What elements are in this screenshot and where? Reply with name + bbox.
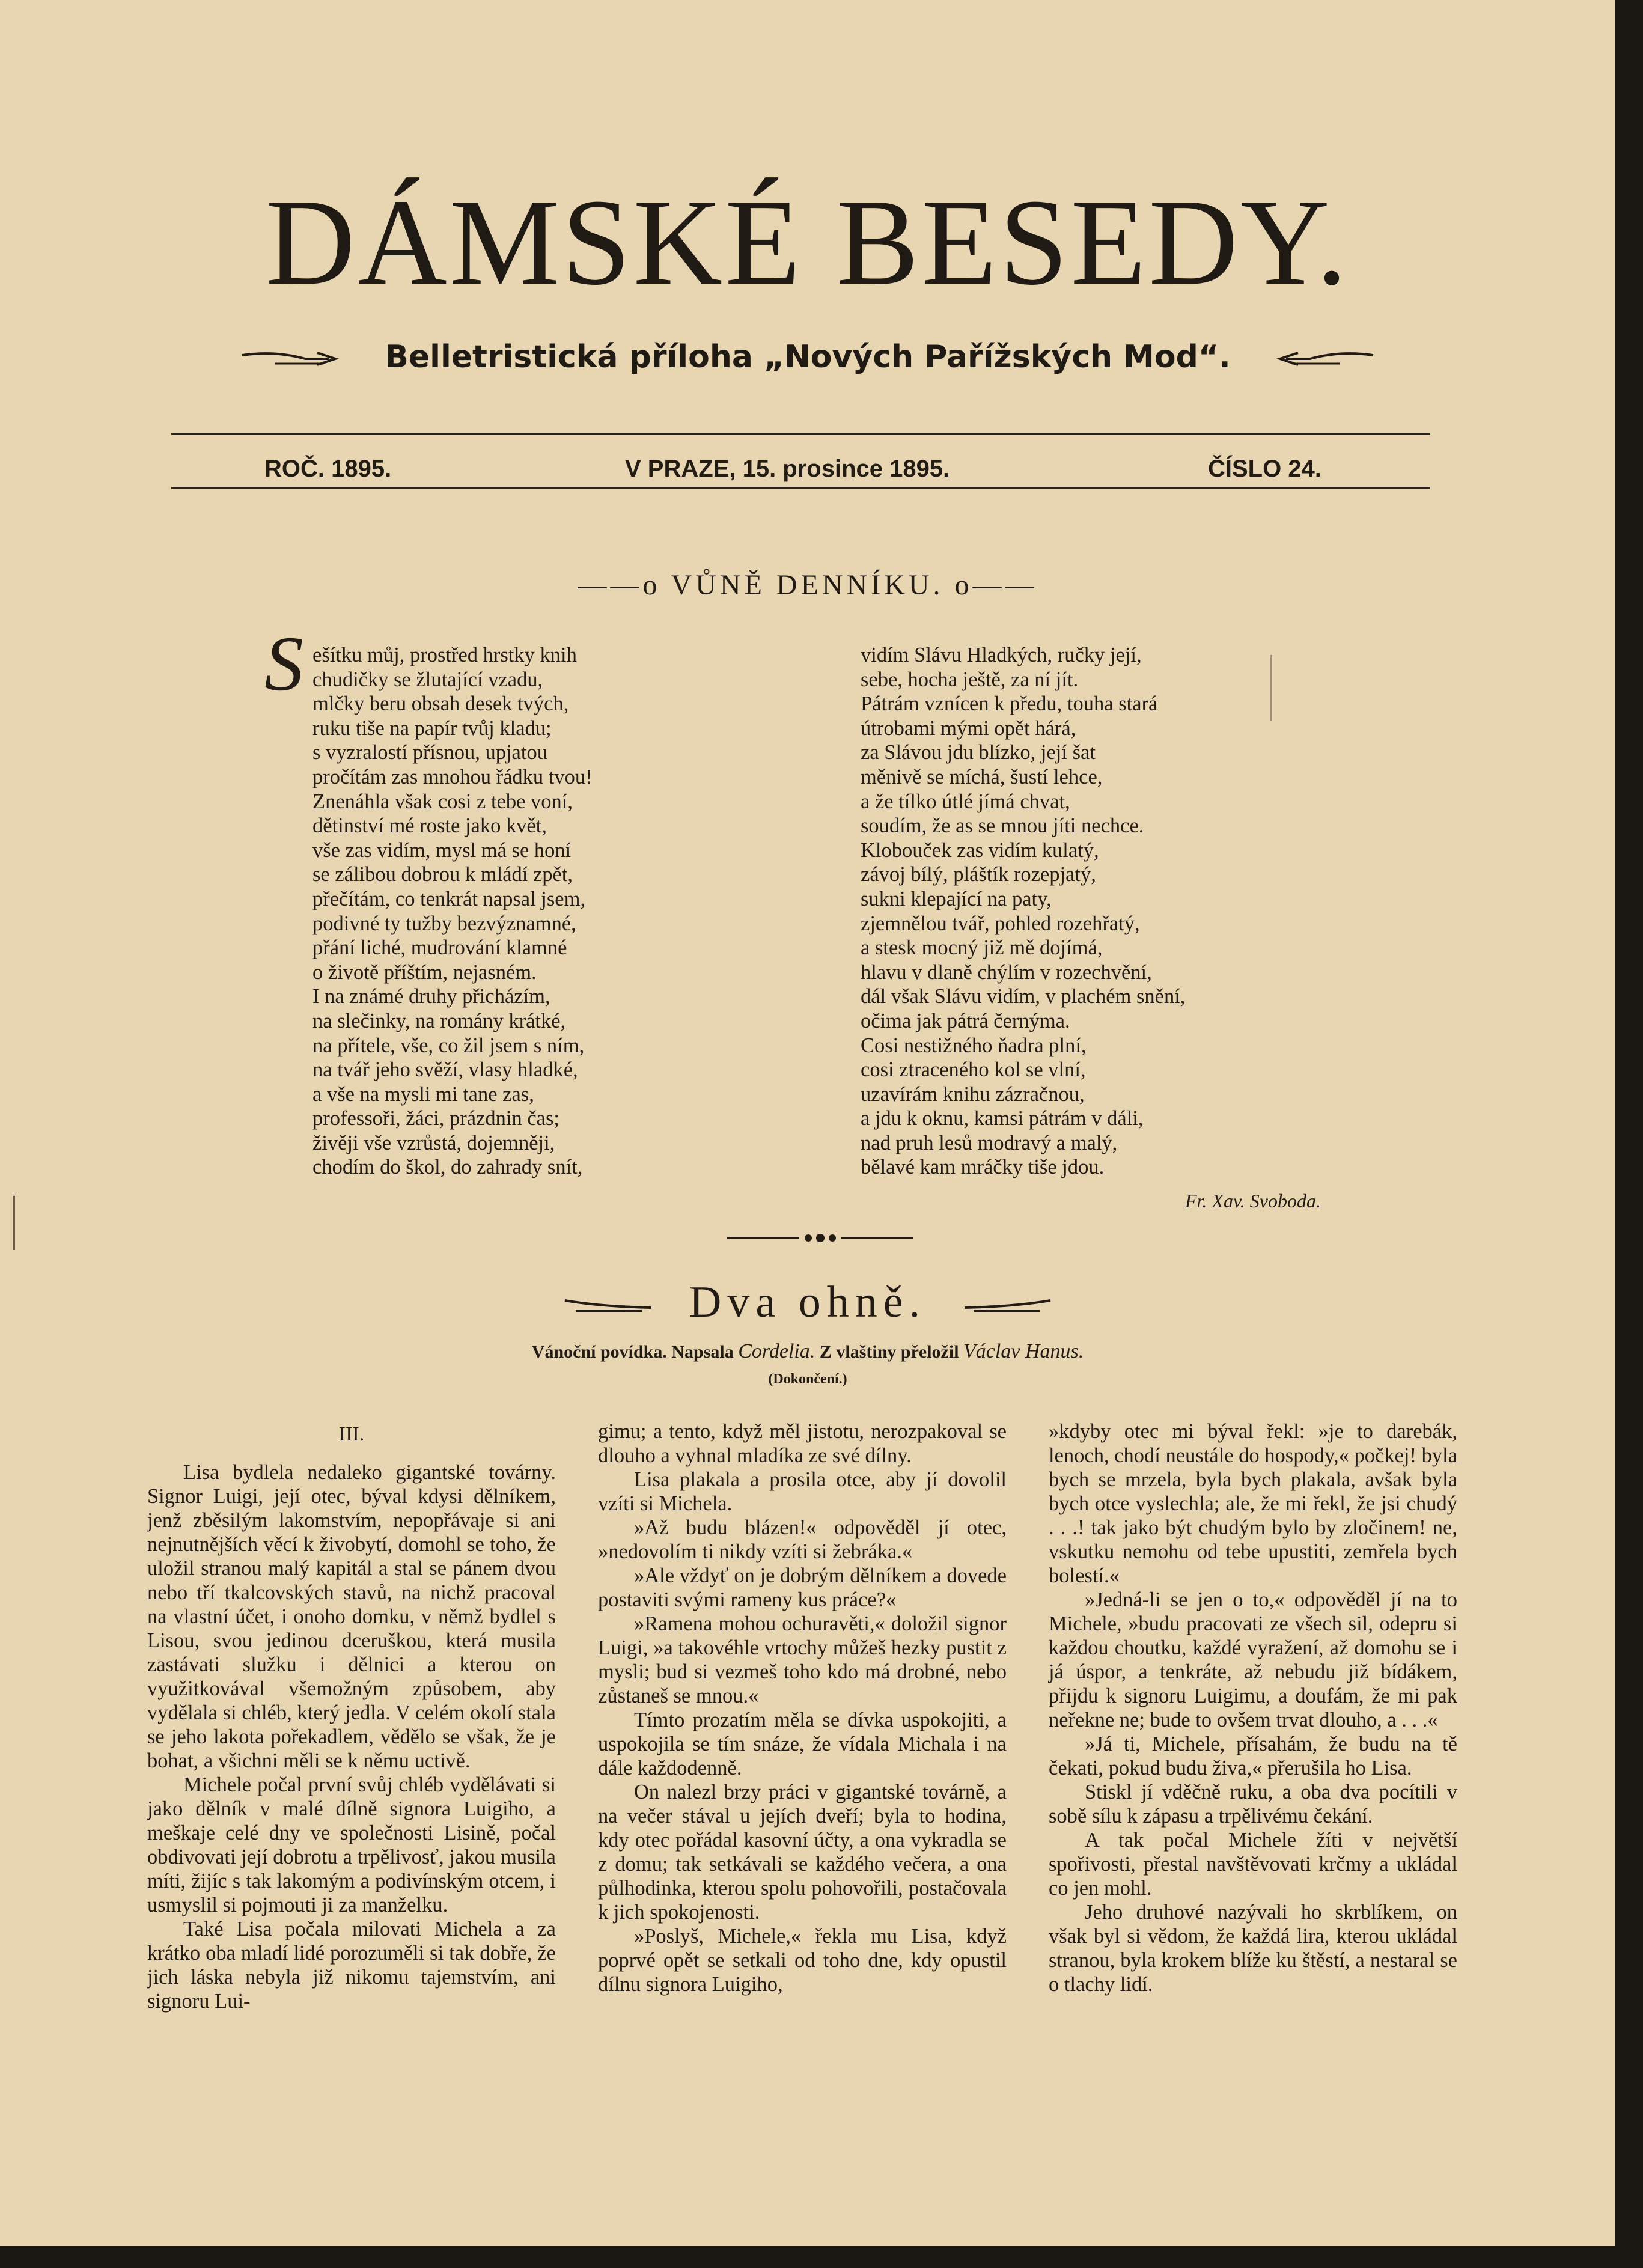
poem-verse-line: cosi ztraceného kol se vlní,	[861, 1058, 1086, 1082]
right-arrow-ornament	[1256, 347, 1376, 371]
header-rule-bottom	[171, 487, 1430, 489]
subtitle-text: Belletristická příloha „Nových Pařížských Mod“.	[385, 339, 1231, 375]
poem-verse-line: měnivě se míchá, šustí lehce,	[861, 765, 1103, 788]
section-divider-ornament	[727, 1231, 913, 1245]
story-paragraph: »Ale vždyť on je dobrým dělníkem a dovede postaviti svými rameny kus práce?«	[598, 1564, 1007, 1611]
masthead-title: DÁMSKÉ BESEDY.	[266, 173, 1350, 311]
poem-verse-line: professoři, žáci, prázdnin čas;	[312, 1107, 559, 1130]
poem-verse-line: vše zas vidím, mysl má se honí	[312, 838, 572, 862]
byline-author: Cordelia.	[738, 1340, 815, 1362]
poem-verse-line: hlavu v dlaně chýlím v rozechvění,	[861, 960, 1152, 984]
poem-verse-line: očima jak pátrá černýma.	[861, 1009, 1070, 1032]
story-paragraph: Také Lisa počala milovati Michela a za krátko oba mladí lidé porozuměli si tak dobře, že jich láska nebyla již nikomu tajemstvím, ani signoru Lui-	[147, 1918, 556, 2013]
story-paragraph: »Až budu blázen!« odpověděl jí otec, »nedovolím ti nikdy vzíti si žebráka.«	[598, 1516, 1007, 1563]
poem-verse-line: a jdu k oknu, kamsi pátrám v dáli,	[861, 1107, 1144, 1130]
poem-verse-line: živěji vše vzrůstá, dojemněji,	[312, 1131, 555, 1154]
poem-verse-line: na přítele, vše, co žil jsem s ním,	[312, 1034, 585, 1057]
poem-verse-line: na slečinky, na romány krátké,	[312, 1009, 566, 1032]
story-paragraph: Stiskl jí vděčně ruku, a oba dva pocítili v sobě sílu k zápasu a trpělivému čekání.	[1049, 1781, 1457, 1828]
poem-verse-line: Znenáhla však cosi z tebe voní,	[312, 790, 573, 813]
poem-verse-line: pročítám zas mnohou řádku tvou!	[312, 765, 593, 788]
poem-verse-line: útrobami mými opět hárá,	[861, 716, 1076, 740]
dateline: V PRAZE, 15. prosince 1895.	[625, 456, 950, 482]
poem-column-right	[861, 643, 1185, 1180]
poem-verse-line: mlčky beru obsah desek tvých,	[312, 692, 569, 716]
story-continued-note: (Dokončení.)	[768, 1371, 847, 1387]
poem-verse-line: na tvář jeho svěží, vlasy hladké,	[312, 1058, 578, 1082]
volume-year: ROČ. 1895.	[264, 456, 392, 482]
poem-verse-line: Klobouček zas vidím kulatý,	[861, 838, 1099, 862]
story-paragraph: »kdyby otec mi býval řekl: »je to darebák, lenoch, chodí neustále do hospody,« počkej! byla bych se mrzela, byla bych plakala, avšak byla bych otce vyslechla; ale, že mi řekl, že jsi chudý . . .! tak jako být chudým bylo by zločinem! ne, vskutku nemohu od tebe upustiti, zemřela bych bolestí.«	[1049, 1420, 1457, 1587]
poem-verse-line: ešítku můj, prostřed hrstky knih	[312, 644, 577, 666]
story-title: Dva ohně.	[689, 1278, 927, 1327]
poem-verse-line: dětinství mé roste jako květ,	[312, 814, 547, 838]
story-paragraph: »Jedná-li se jen o to,« odpověděl jí na to Michele, »budu pracovati ze všech sil, odepru si každou choutku, každé vyražení, až domohu se i já úspor, a tenkráte, až nebudu již bídákem, přijdu k signoru Luigimu, a doufám, že mi pak neřekne ne; bude to ovšem trvat dlouho, a . . .«	[1049, 1588, 1457, 1731]
scan-mark-left	[13, 1196, 15, 1250]
issue-number: ČÍSLO 24.	[1208, 456, 1321, 482]
poem-verse-line: sebe, hocha ještě, za ní jít.	[861, 668, 1079, 691]
story-column-2	[598, 1419, 1007, 1996]
poem-column-left	[312, 643, 593, 1180]
poem-verse-line: soudím, že as se mnou jíti nechce.	[861, 814, 1144, 838]
section-number: III.	[338, 1423, 365, 1445]
poem-verse-line: bělavé kam mráčky tiše jdou.	[861, 1156, 1105, 1179]
title-dash-left: ——o	[578, 569, 671, 601]
poem-verse-line: za Slávou jdu blízko, její šat	[861, 741, 1096, 764]
poem-verse-line: zjemnělou tvář, pohled rozehřatý,	[861, 912, 1140, 935]
poem-verse-line: ruku tiše na papír tvůj kladu;	[312, 716, 552, 740]
header-rule-top	[171, 433, 1430, 435]
story-column-1	[147, 1460, 556, 2013]
poem-verse-line: a vše na mysli mi tane zas,	[312, 1082, 534, 1106]
poem-verse-line: nad pruh lesů modravý a malý,	[861, 1131, 1118, 1154]
story-paragraph: A tak počal Michele žíti v největší spořivosti, přestal navštěvovati krčmy a ukládal co jen mohl.	[1049, 1829, 1457, 1900]
story-column-3	[1049, 1419, 1457, 1996]
left-arrow-ornament	[239, 347, 359, 371]
poem-verse-line: chodím do škol, do zahrady snít,	[312, 1156, 583, 1179]
poem-verse-line: chudičky se žlutající vzadu,	[312, 668, 543, 691]
story-paragraph: On nalezl brzy práci v gigantské továrně, a na večer stával u jejích dveří; byla to hodina, kdy otec pořádal kasovní účty, a ona vykradla se z domu; tak setkávali se každého večera, a ona půlhodinka, kterou spolu pohovořili, postačovala k jich spokojenosti.	[598, 1781, 1007, 1924]
title-dash-right: o——	[943, 569, 1038, 601]
story-title-line	[0, 1280, 1615, 1325]
poem-dropcap: S	[264, 621, 303, 707]
byline-pre: Vánoční povídka. Napsala	[531, 1342, 734, 1362]
story-paragraph: »Já ti, Michele, přísahám, že budu na tě čekati, pokud budu živa,« přerušila ho Lisa.	[1049, 1733, 1457, 1779]
poem-verse-line: přečítám, co tenkrát napsal jsem,	[312, 887, 586, 910]
story-paragraph: gimu; a tento, když měl jistotu, nerozpakoval se dlouho a vyhnal mladíka ze své dílny.	[598, 1420, 1007, 1467]
byline-translator: Václav Hanus.	[963, 1340, 1084, 1362]
story-byline	[0, 1340, 1615, 1363]
story-paragraph: »Ramena mohou ochuravěti,« doložil signor Luigi, »a takovéhle vrtochy můžeš hezky pustit z mysli; bud si vezmeš toho kdo má drobné, nebo zůstaneš se mnou.«	[598, 1612, 1007, 1707]
byline-mid: Z vlaštiny přeložil	[819, 1342, 959, 1362]
story-paragraph: Michele počal první svůj chléb vydělávati si jako dělník v malé dílně signora Luigiho, a meškaje celé dny ve společnosti Lisině, počal obdivovati její dobrotu a trpělivosť, jakou musila míti, žijíc s tak lakomým a podivínským otcem, i usmyslil si pojmouti ji za manželku.	[147, 1773, 556, 1916]
poem-verse-line: uzavírám knihu zázračnou,	[861, 1082, 1085, 1106]
poem-verse-line: se zálibou dobrou k mládí zpět,	[312, 863, 573, 886]
poem-verse-line: s vyzralostí přísnou, upjatou	[312, 741, 547, 764]
poem-verse-line: přání liché, mudrování klamné	[312, 936, 567, 960]
story-paragraph: Lisa plakala a prosila otce, aby jí dovolil vzíti si Michela.	[598, 1468, 1007, 1515]
poem-verse-line: závoj bílý, pláštík rozepjatý,	[861, 863, 1096, 886]
story-paragraph: Jeho druhové nazývali ho skrblíkem, on však byl si vědom, že každá lira, kterou ukládal stranou, byla krokem blíže ku štěstí, a nestaral se o tlachy lidí.	[1049, 1901, 1457, 1996]
story-paragraph: »Poslyš, Michele,« řekla mu Lisa, když poprvé opět se setkali od toho dne, kdy opustil dílnu signora Luigiho,	[598, 1925, 1007, 1996]
poem-verse-line: Cosi nestižného ňadra plní,	[861, 1034, 1087, 1057]
scan-mark-right	[1270, 655, 1272, 721]
poem-title-line	[0, 571, 1615, 600]
poem-verse-line: a že tílko útlé jímá chvat,	[861, 790, 1070, 813]
story-title-swash-right	[962, 1294, 1052, 1318]
poem-author: Fr. Xav. Svoboda.	[1184, 1190, 1321, 1212]
story-paragraph: Tímto prozatím měla se dívka uspokojiti, a uspokojila se tím snáze, že vídala Michala i na dále každodenně.	[598, 1709, 1007, 1779]
poem-verse-line: dál však Slávu vidím, v plachém snění,	[861, 985, 1186, 1008]
story-title-swash-left	[564, 1294, 654, 1318]
poem-verse-line: Pátrám vznícen k předu, touha stará	[861, 692, 1158, 716]
poem-verse-line: I na známé druhy přicházím,	[312, 985, 550, 1008]
poem-verse-line: sukni klepající na paty,	[861, 887, 1052, 910]
poem-verse-line: podivné ty tužby bezvýznamné,	[312, 912, 576, 935]
masthead-subtitle	[0, 341, 1615, 373]
story-paragraph: Lisa bydlela nedaleko gigantské továrny. Signor Luigi, její otec, býval kdysi dělníkem, jenž zběsilým lakomstvím, nepopřávaje si ani nejnutnějších věcí k živobytí, domohl se toho, že uložil stranou malý kapitál a stal se pánem dvou nebo tří tkalcovských stavů, na nichž pracoval na vlastní účet, i onoho domku, v němž bydlel s Lisou, svou jedinou dceruškou, která musila zastávati služku i dělnici a kterou on využitkovával všemožným způsobem, aby vydělala si chléb, který jedla. V celém okolí stala se jeho lakota pořekadlem, vědělo se však, že je bohat, a všichni měli se k němu uctivě.	[147, 1461, 556, 1772]
poem-verse-line: o životě příštím, nejasném.	[312, 960, 537, 984]
poem-title: VŮNĚ DENNÍKU.	[671, 569, 944, 601]
poem-verse-line: a stesk mocný již mě dojímá,	[861, 936, 1103, 960]
poem-verse-line: vidím Slávu Hladkých, ručky její,	[861, 644, 1142, 666]
